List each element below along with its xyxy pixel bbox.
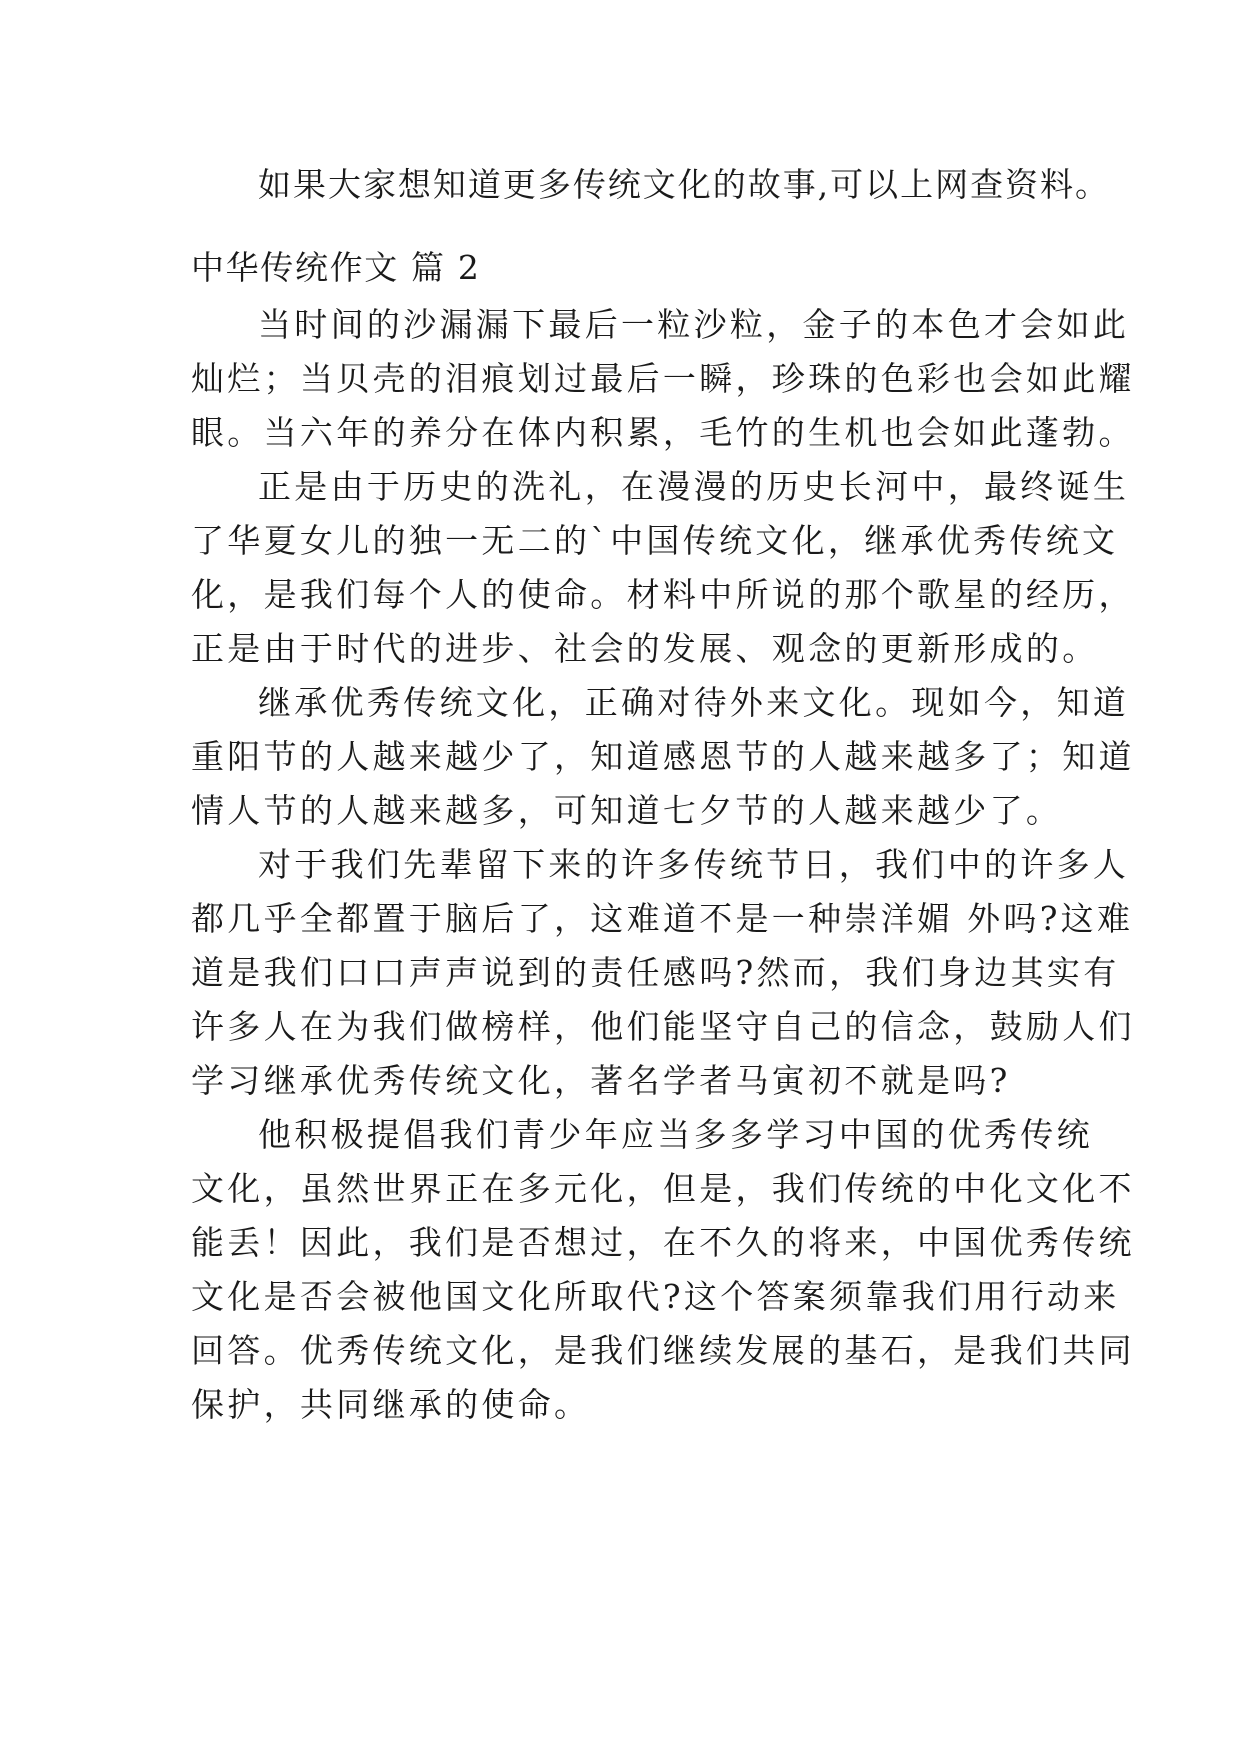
paragraph-3-line-3: 情人节的人越来越多，可知道七夕节的人越来越少了。 xyxy=(191,791,1063,830)
paragraph-5-line-6: 保护，共同继承的使命。 xyxy=(191,1385,591,1424)
paragraph-2-line-3: 化，是我们每个人的使命。材料中所说的那个歌星的经历， xyxy=(191,575,1135,614)
paragraph-4-line-5: 学习继承优秀传统文化，著名学者马寅初不就是吗? xyxy=(191,1061,1011,1100)
paragraph-5-line-5: 回答。优秀传统文化，是我们继续发展的基石，是我们共同 xyxy=(191,1331,1135,1370)
paragraph-2-line-1: 正是由于历史的洗礼，在漫漫的历史长河中，最终诞生 xyxy=(258,467,1130,506)
paragraph-2-line-2: 了华夏女儿的独一无二的`中国传统文化，继承优秀传统文 xyxy=(191,521,1119,560)
paragraph-1-line-1: 当时间的沙漏漏下最后一粒沙粒，金子的本色才会如此 xyxy=(258,305,1130,344)
paragraph-4-line-2: 都几乎全都置于脑后了，这难道不是一种崇洋媚 外吗?这难 xyxy=(191,899,1134,938)
paragraph-4-line-4: 许多人在为我们做榜样，他们能坚守自己的信念，鼓励人们 xyxy=(191,1007,1135,1046)
paragraph-1-line-2: 灿烂；当贝壳的泪痕划过最后一瞬，珍珠的色彩也会如此耀 xyxy=(191,359,1135,398)
paragraph-1-line-3: 眼。当六年的养分在体内积累，毛竹的生机也会如此蓬勃。 xyxy=(191,413,1135,452)
paragraph-3-line-2: 重阳节的人越来越少了，知道感恩节的人越来越多了；知道 xyxy=(191,737,1135,776)
paragraph-3-line-1: 继承优秀传统文化，正确对待外来文化。现如今，知道 xyxy=(258,683,1130,722)
paragraph-4-line-3: 道是我们口口声声说到的责任感吗?然而，我们身边其实有 xyxy=(191,953,1120,992)
paragraph-5-line-3: 能丢！因此，我们是否想过，在不久的将来，中国优秀传统 xyxy=(191,1223,1135,1262)
paragraph-4-line-1: 对于我们先辈留下来的许多传统节日，我们中的许多人 xyxy=(258,845,1130,884)
paragraph-2-line-4: 正是由于时代的进步、社会的发展、观念的更新形成的。 xyxy=(191,629,1099,668)
paragraph-5-line-1: 他积极提倡我们青少年应当多多学习中国的优秀传统 xyxy=(258,1115,1093,1154)
intro-line: 如果大家想知道更多传统文化的故事,可以上网查资料。 xyxy=(258,165,1110,204)
section-heading: 中华传统作文 篇 2 xyxy=(191,248,481,287)
paragraph-5-line-4: 文化是否会被他国文化所取代?这个答案须靠我们用行动来 xyxy=(191,1277,1120,1316)
paragraph-5-line-2: 文化，虽然世界正在多元化，但是，我们传统的中化文化不 xyxy=(191,1169,1135,1208)
